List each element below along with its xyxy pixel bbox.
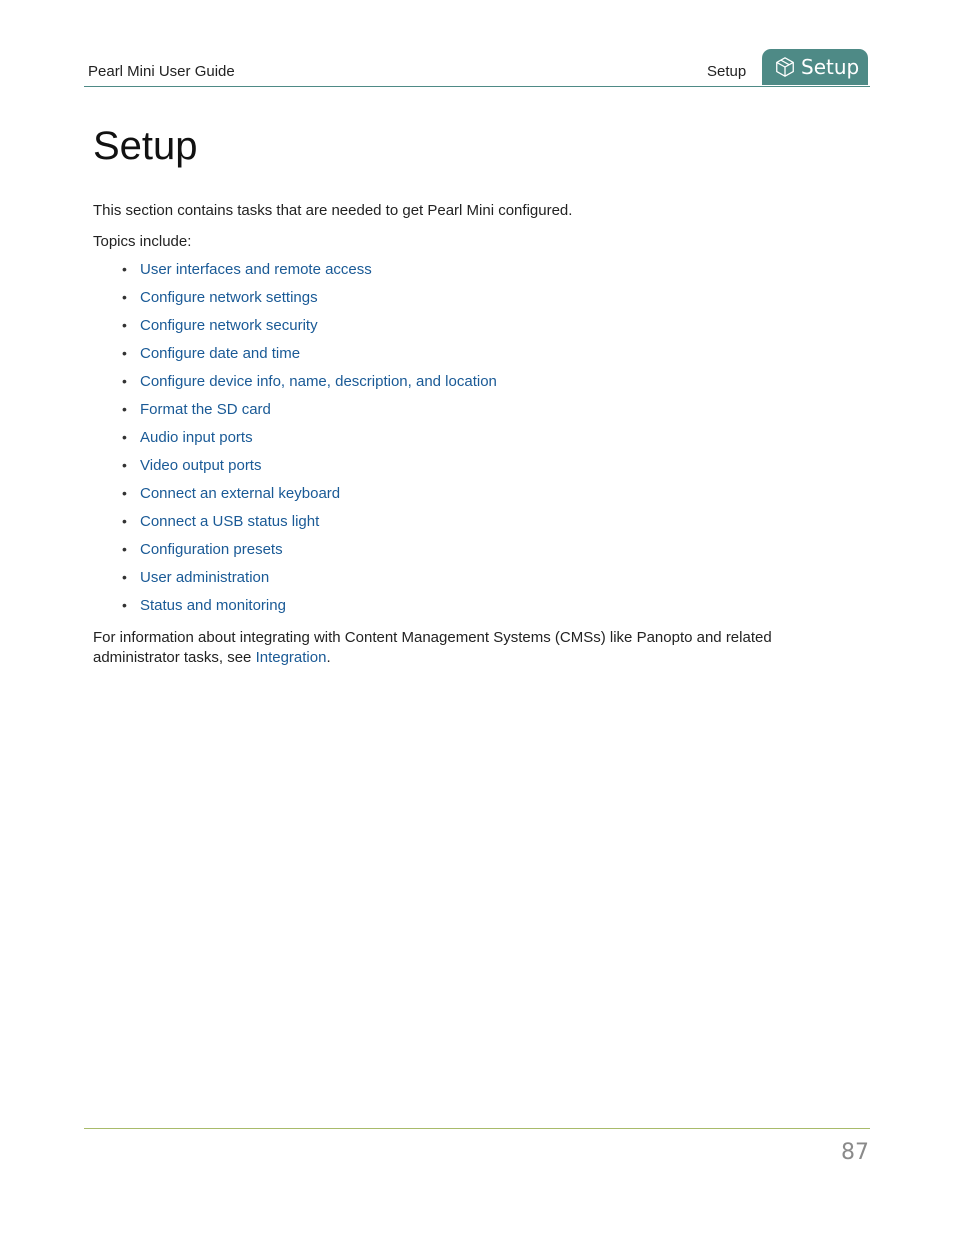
integration-link[interactable]: Integration <box>255 649 327 666</box>
bullet-icon: • <box>122 289 127 305</box>
list-item <box>120 457 497 485</box>
bullet-icon: • <box>122 485 127 501</box>
topic-link[interactable]: Status and monitoring <box>140 597 286 614</box>
bullet-icon: • <box>122 401 127 417</box>
list-item <box>120 541 497 569</box>
bullet-icon: • <box>122 317 127 333</box>
topic-link[interactable]: User administration <box>140 569 270 586</box>
list-item <box>120 485 497 513</box>
topic-link[interactable]: Audio input ports <box>140 429 253 446</box>
outro-text: For information about integrating with Content Management Systems (CMSs) like Panopto and related administrator tasks, see <box>93 629 772 666</box>
topic-link[interactable]: Configure network security <box>140 317 318 334</box>
page-number: 87 <box>841 1140 869 1165</box>
section-tab <box>762 49 868 85</box>
list-item <box>120 261 497 289</box>
list-item <box>120 513 497 541</box>
topics-label: Topics include: <box>93 233 192 250</box>
topic-link[interactable]: Video output ports <box>140 457 262 474</box>
section-tab-label: Setup <box>801 55 860 79</box>
intro-paragraph: This section contains tasks that are needed to get Pearl Mini configured. <box>93 202 573 219</box>
topic-link[interactable]: Configure date and time <box>140 345 301 362</box>
list-item <box>120 401 497 429</box>
topic-link[interactable]: Connect a USB status light <box>140 513 320 530</box>
list-item <box>120 317 497 345</box>
list-item <box>120 569 497 597</box>
header-guide-title: Pearl Mini User Guide <box>88 63 235 80</box>
topic-link[interactable]: Format the SD card <box>140 401 271 418</box>
topic-link[interactable]: Configuration presets <box>140 541 283 558</box>
list-item <box>120 429 497 457</box>
bullet-icon: • <box>122 261 127 277</box>
topic-link[interactable]: Configure network settings <box>140 289 318 306</box>
bullet-icon: • <box>122 541 127 557</box>
bullet-icon: • <box>122 373 127 389</box>
footer-rule <box>84 1128 870 1129</box>
bullet-icon: • <box>122 457 127 473</box>
list-item <box>120 373 497 401</box>
header-section-name: Setup <box>707 63 747 80</box>
cube-icon <box>774 56 796 78</box>
list-item <box>120 289 497 317</box>
bullet-icon: • <box>122 597 127 613</box>
page-title: Setup <box>93 124 198 168</box>
list-item <box>120 345 497 373</box>
bullet-icon: • <box>122 345 127 361</box>
header-rule <box>84 86 870 87</box>
topic-link[interactable]: Configure device info, name, description, and location <box>140 373 497 390</box>
list-item <box>120 597 497 625</box>
bullet-icon: • <box>122 569 127 585</box>
topic-link[interactable]: User interfaces and remote access <box>140 261 372 278</box>
topic-link[interactable]: Connect an external keyboard <box>140 485 341 502</box>
bullet-icon: • <box>122 429 127 445</box>
topics-list <box>120 261 497 625</box>
outro-paragraph <box>93 628 813 668</box>
outro-end: . <box>326 649 331 666</box>
bullet-icon: • <box>122 513 127 529</box>
